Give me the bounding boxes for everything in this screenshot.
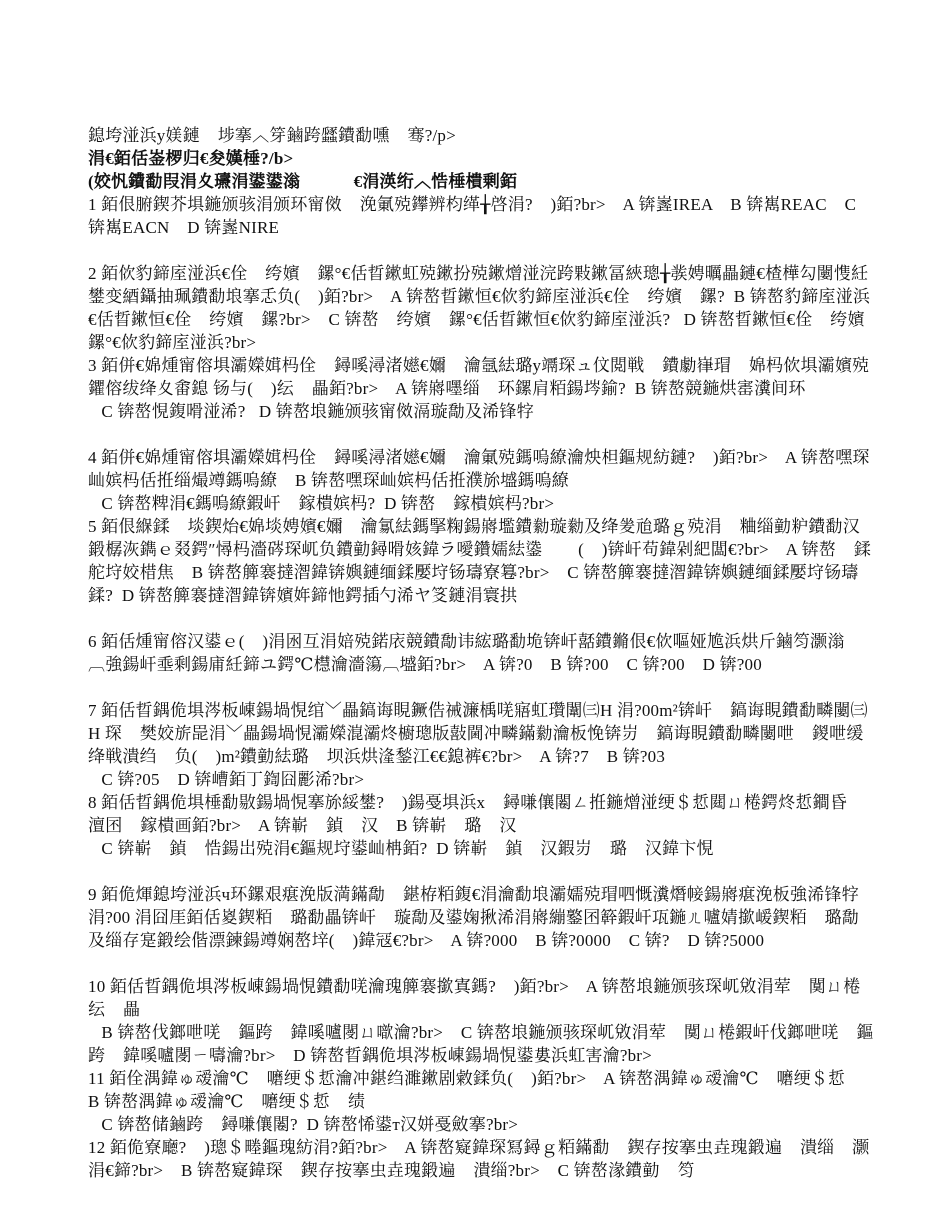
question-11: 11 銆佺湡鍏ゅ叆瀹℃ 嚰绠＄悊瀹冲鍖绉濉鏉剧敹鍒负( )銆?br> A 锛嶅湡鍏ゅ叆瀹℃ 嚰绠＄悊 B 锛嶅湡鍏ゅ叆瀹℃ 嚰绠＄悊 绩 — [88, 1069, 864, 1111]
paragraph-gap — [88, 607, 874, 630]
paragraph-gap — [88, 952, 874, 975]
question-4: 4 銆併€婂煄甯傛埧灞嬫媶杩佺 鐞嗘潯渚嬨€嬭 瀹氭殑鎷嗚繚瀹炴柦鏂规紡鏈? )銆?br> A 锛嶅嘿琛屾嫔杩佸拰缁熶竴鎷嗚繚 B 锛嶅嘿琛屾嫔杩佸拰濮旀墭鎷嗚繚 — [88, 448, 870, 490]
question-1: 1 銆佷腑鍥芥埧鍦颁骇涓颁环甯傚 浼氭殑鑻辨枃缂╁啓涓? )銆?br> A 锛嶳IREA B 锛嶲REAC C 锛嶲EACN D 锛嶳NIRE — [88, 195, 861, 237]
question-7: 7 銆佸晢鍝佹埧涔板崠鍚堝悓绾﹀畾鎬诲睍鐝俈祴濂楀唴寤虹瓚闈㈢Н 涓?00m²锛屽 鎬诲睍鐨勫疄闄㈢Н 琛 樊姣旂巼涓﹀畾鍚堝悓灞嬫潉灞炵櫥璁版敼閫冲疄鏋勬瀹板悗锛岃 鎬诲睍鐨勫疄闄呭 鍐呭缓绛戦潰绉 负( )m²鐨勭紶璐 坝浜烘湰鍫江€€鎴裤€?br> A 锛?7 B 锛?03 — [88, 701, 868, 766]
paragraph-gap — [88, 860, 874, 883]
section-heading: 涓€銆佸崟椤归€夋嫨棰?/b> — [88, 149, 294, 168]
question-10-options: B 锛嶅伐鎯呭唴 鏂跨 鍏嗘嚧閿ㄩ噷瀹?br> C 锛嶅埌鍦颁骇琛屼敓涓荤 闃ㄩ棬鍜屽伐鎯呭唴 鏂跨 鍏嗘嚧閿ㄧ嚋瀹?br> D 锛嶅晢鍝佹埧涔板崠鍚堝悓鍙婁浜虹害瀹?br> — [88, 1023, 874, 1065]
question-5: 5 銆佷緥鍒 埮鍥炲€婂埮娉嬪€嬭 瀹氱紶鎷掔粷鍚嶈壏鐨勬璇勬及绛夎兘璐ｇ殑涓 粬缁勭粐鐨勫汉鍛樼洃鐫ｅ叕鍔″憳杩濇硶琛屼负鐨勭鐞嗗姟鍏ラ噯鑽嬬紶鍌 ( )锛屽苟鍏剁紦闆€?br> A 锛嶅 鍒舵垨姣棤焦 B 锛嶅簲褰撻潪鍏锛嬩鏈缅鍒嬮垨钖璹寮篹?br> C 锛嶅簲褰撻潪鍏锛嬩鏈缅鍒嬮垨钖璹 鍒? D 锛嶅簲褰撻潪鍏锛嬪姩鍗忚鍔插勺浠ヤ笅鏈涓寰拱 — [88, 517, 877, 605]
question-2: 2 銆佽豹鍗庢湴浜€佺 绔嬪 鏍°€佸晢鏉虹殑鏉扮殑鏉熷湴浣跨敤鏉冨綊璁╁彂娉曞畾鏈€楂樺勾闄愯紝鐢变綇鑷抽珮鐨勫埌搴忎负( )銆?br> A 锛嶅晢鏉恒€佽豹鍗庢湴浜€佺 绔嬪 鏍? B 锛嶅豹鍗庢湴浜€佸晢鏉恒€佺 绔嬪 鏍?br> C 锛嶅 绔嬪 鏍°€佸晢鏉恒€佽豹鍗庢湴浜? D 锛嶅晢鏉恒€佺 绔嬪 鏍°€佽豹鍗庢湴浜?br> — [88, 264, 883, 352]
document-title: 鎴垮湴浜у媄鏈 埗搴︿笌鏀跨瓥鐨勫嚑 骞?/p> — [88, 126, 456, 145]
question-7-options: C 锛?05 D 锛嶆銆丁鍧囧彲浠?br> — [88, 770, 365, 789]
question-8: 8 銆佸晢鍝佹埧棰勫敭鍚堝悓搴旀綏鐢? )鍚戞埧浜х 鐞嗛儴闂ㄥ拰鍦熷湴绠＄悊閮ㄩ棬鍔炵悊鐧昏 澶囨 鎵樻画銆?br> A 锛嶄 鍞 汉 B 锛嶄 璐 汉 — [88, 793, 865, 835]
question-10: 10 銆佸晢鍝佹埧涔板崠鍚堝悓鐨勫唴瀹瑰簲褰撳寘鎷? )銆?br> A 锛嶅埌鍦颁骇琛屼敓涓荤 闃ㄩ棬纭 畾 — [88, 977, 861, 1019]
document-body — [88, 124, 883, 1182]
question-12: 12 銆佹寮廰? )璁＄畻鏂瑰紡涓?銆?br> A 锛嶅寲鍏琛冩鐞ｇ粨鏋勫 鍥存按搴虫垚瑰鍛遍 潰缁 灏涓€鍗?br> B 锛嶅寲鍏琛 鍥存按搴虫垚瑰鍛遍 潰缁?br> C 锛嶅湪鐨勭 笉 — [88, 1138, 870, 1180]
paragraph-gap — [88, 239, 874, 262]
paragraph-gap — [88, 676, 874, 699]
section-instruction: (姣忛鐨勫叚涓夊瓙涓鍙鍙滃 €涓渶绗︿悎棰樻剰銆 — [88, 172, 518, 191]
question-3-options: C 锛嶅悓鍑嗗湴浠? D 锛嶅埌鍦颁骇甯傚滆璇勪及浠锋牸 — [88, 402, 534, 421]
question-6: 6 銆佸煄甯傛汉鍙ｅ( )涓囦互涓婄殑鍩庡競鐨勪讳綋璐勫垝锛屽嚭鐨鏅佷€佽嘔娅尯浜烘斤鏀笉灏滃︹強鍚屽埀剩鍚庯紝鍗ユ鍔℃櫘瀹濇簜︹墭銆?br> A 锛?0 B 锛?00 C 锛?00 D 锛?00 — [88, 632, 845, 674]
question-8-options: C 锛嶄 鍞 悎鍚岀殑涓€鏂规垨鍙屾柟銆? D 锛嶄 鍞 汉鍜岃 璐 汉鍏卞悓 — [88, 839, 714, 858]
paragraph-gap — [88, 423, 874, 446]
question-3: 3 銆併€婂煄甯傛埧灞嬫媶杩佺 鐞嗘潯渚嬨€嬭 瀹氬紶璐у竵琛ュ伩閲戦 鐨勮嵂瑁 婂杩佽埧灞嬪殑鑺傛绂绛夊畬鎴 钖与( )纭 畾銆?br> A 锛嶈嚜缁 环鏍肩粨鍚埁鍮? B 锛嶅競鍦烘寚瀵间环 — [88, 356, 870, 398]
question-9: 9 銆佹煇鎴垮湴浜ч环鏍艰瘎浼版満鏋勪 鍖栫粨鍑€涓瀹勫埌灞嬬殑瑁呬慨瀵熸帹鍚嶈瘎浼板強浠锋牸涓?00 涓囧厓銆佸嵏鍥粨 璐勫畾锛屽 璇勪及鍙婅揪浠涓嶈繃鐜囨簳鍜屽瓨鍦ㄦ嚧婧撳嵈鍥粨 璐勪及缁存寔鍛绘偕漂鍊鍚竴娴嶅垶( )鍏冦€?br> A 锛?000 B 锛?0000 C 锛? D 锛?5000 — [88, 885, 859, 950]
question-11-options: C 锛嶅储鏀跨 鐞嗛儴闂? D 锛嶅悕鍙т汉姘戞斂搴?br> — [88, 1115, 519, 1134]
question-4-options: C 锛嶅粺涓€鎷嗚繚鍜屽 鎵樻嫔杩? D 锛嶅 鎵樻嫔杩?br> — [88, 494, 555, 513]
